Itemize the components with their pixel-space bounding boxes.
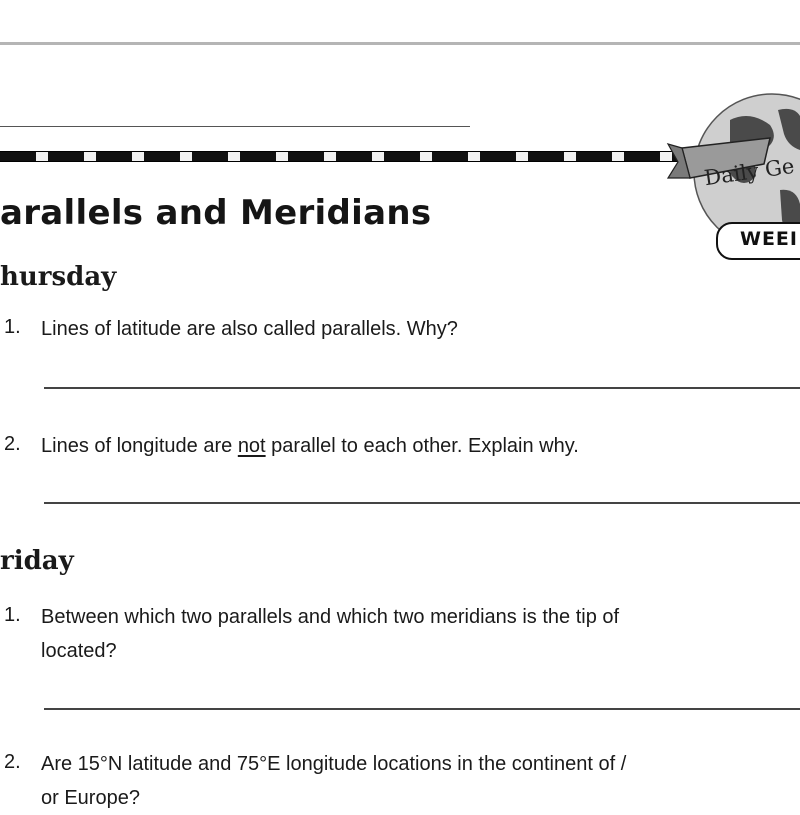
question-number: 1.	[4, 316, 21, 338]
emphasis-not: not	[237, 435, 266, 457]
question-text-continued: located?	[41, 640, 117, 662]
day-heading-thursday: hursday	[0, 262, 117, 292]
name-write-line	[0, 126, 470, 127]
question-text: Lines of longitude are not parallel to each other. Explain why.	[41, 435, 579, 457]
series-badge-text: Daily Ge	[702, 153, 796, 191]
question-text-continued: or Europe?	[41, 787, 140, 809]
question-text: Between which two parallels and which two meridians is the tip of	[41, 606, 620, 628]
page-title: arallels and Meridians	[0, 193, 432, 233]
week-label: WEEI	[740, 228, 798, 250]
answer-line[interactable]	[44, 387, 800, 389]
question-text: Lines of latitude are also called parallels. Why?	[41, 318, 458, 340]
answer-line[interactable]	[44, 502, 800, 504]
question-number: 2.	[4, 751, 21, 773]
question-number: 1.	[4, 604, 21, 626]
question-number: 2.	[4, 433, 21, 455]
banner-stripe	[0, 151, 690, 162]
answer-line[interactable]	[44, 708, 800, 710]
question-text: Are 15°N latitude and 75°E longitude locations in the continent of /	[41, 753, 627, 775]
top-rule	[0, 42, 800, 45]
day-heading-friday: riday	[0, 546, 74, 576]
